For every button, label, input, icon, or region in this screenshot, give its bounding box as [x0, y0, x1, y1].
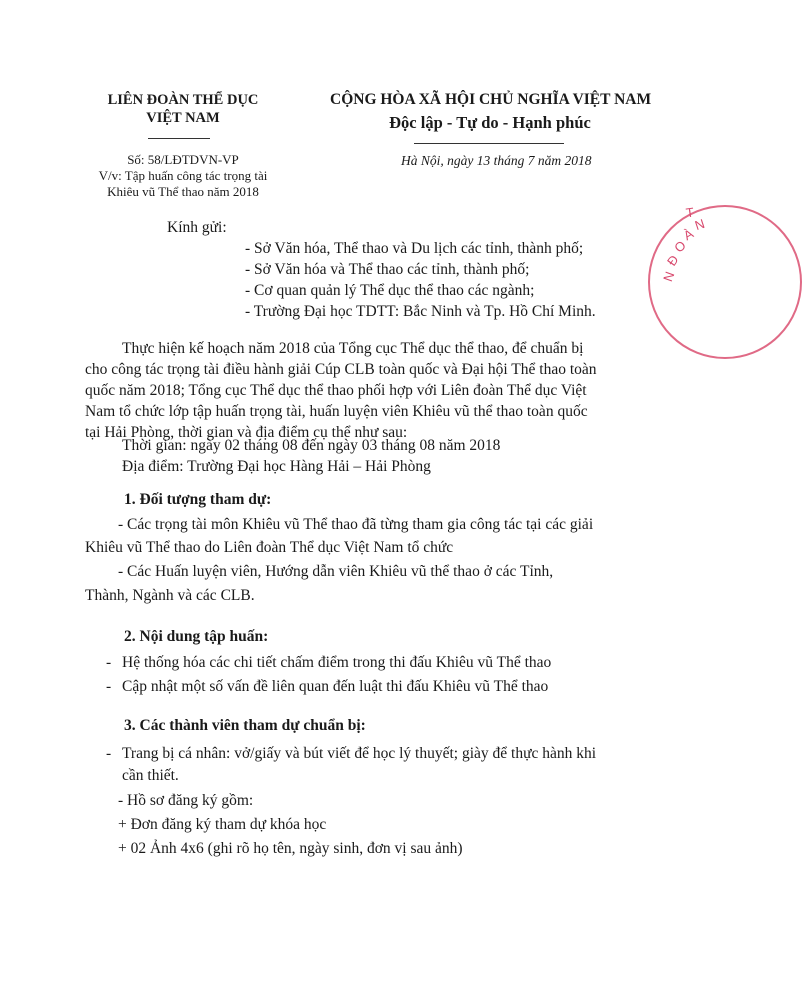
time-line: Thời gian: ngày 02 tháng 08 đến ngày 03 tháng 08 năm 2018 [122, 437, 501, 454]
intro-line: Thực hiện kế hoạch năm 2018 của Tổng cục Thể dục thể thao, để chuẩn bị [122, 340, 584, 357]
doc-subject-line1: V/v: Tập huấn công tác trọng tài [98, 168, 268, 183]
doc-subject-line2: Khiêu vũ Thể thao năm 2018 [107, 184, 259, 199]
bullet-dash: - [106, 745, 112, 762]
section2-heading: 2. Nội dung tập huấn: [124, 628, 269, 645]
place-date: Hà Nội, ngày 13 tháng 7 năm 2018 [401, 153, 592, 168]
intro-line: quốc năm 2018; Tổng cục Thể dục thể thao phối hợp với Liên đoàn Thể dục Việt [85, 382, 587, 399]
section1-heading: 1. Đối tượng tham dự: [124, 491, 272, 508]
section3-item-line2: cần thiết. [122, 767, 179, 784]
stamp-char: À [680, 225, 696, 244]
org-name-line2: VIỆT NAM [146, 110, 220, 126]
place-line: Địa điểm: Trường Đại học Hàng Hải – Hải Phòng [122, 458, 431, 475]
section3-line: - Hồ sơ đăng ký gồm: [118, 792, 254, 809]
greeting: Kính gửi: [167, 219, 227, 236]
bullet-dash: - [106, 678, 112, 695]
section2-item: Cập nhật một số vấn đề liên quan đến luật thi đấu Khiêu vũ Thể thao [122, 678, 549, 695]
red-stamp [648, 205, 802, 359]
doc-number: Số: 58/LĐTDVN-VP [127, 152, 239, 167]
org-underline [148, 138, 210, 139]
motto-underline [414, 143, 564, 144]
recipient-item: - Trường Đại học TDTT: Bắc Ninh và Tp. Hồ Chí Minh. [245, 303, 596, 320]
stamp-char: Đ [663, 252, 682, 269]
stamp-char: N [660, 269, 678, 284]
section1-line: Thành, Ngành và các CLB. [85, 587, 255, 604]
section3-heading: 3. Các thành viên tham dự chuẩn bị: [124, 717, 366, 734]
stamp-char: O [671, 237, 689, 256]
section2-item: Hệ thống hóa các chi tiết chấm điểm trong thi đấu Khiêu vũ Thể thao [122, 654, 552, 671]
nation-motto: Độc lập - Tự do - Hạnh phúc [389, 113, 591, 132]
section3-item-line1: Trang bị cá nhân: vở/giấy và bút viết để học lý thuyết; giày để thực hành khi [122, 745, 597, 762]
recipient-item: - Cơ quan quản lý Thể dục thể thao các ngành; [245, 282, 535, 299]
intro-line: tại Hải Phòng, thời gian và địa điểm cụ thể như sau: [85, 424, 408, 441]
stamp-char: N [692, 215, 707, 234]
section1-line: - Các trọng tài môn Khiêu vũ Thể thao đã từng tham gia công tác tại các giải [118, 516, 594, 533]
section1-line: Khiêu vũ Thể thao do Liên đoàn Thể dục Việt Nam tổ chức [85, 539, 454, 556]
intro-line: Nam tổ chức lớp tập huấn trọng tài, huấn luyện viên Khiêu vũ thể thao toàn quốc [85, 403, 588, 420]
org-name-line1: LIÊN ĐOÀN THỂ DỤC [107, 92, 259, 108]
stamp-char: T [684, 204, 695, 221]
bullet-dash: - [106, 654, 112, 671]
section3-line: + Đơn đăng ký tham dự khóa học [118, 816, 327, 833]
nation-title: CỘNG HÒA XÃ HỘI CHỦ NGHĨA VIỆT NAM [330, 91, 652, 108]
section1-line: - Các Huấn luyện viên, Hướng dẫn viên Khiêu vũ thể thao ở các Tỉnh, [118, 563, 554, 580]
section3-line: + 02 Ảnh 4x6 (ghi rõ họ tên, ngày sinh, đơn vị sau ảnh) [118, 840, 463, 857]
recipient-item: - Sở Văn hóa và Thể thao các tỉnh, thành phố; [245, 261, 530, 278]
intro-line: cho công tác trọng tài điều hành giải Cúp CLB toàn quốc và Đại hội Thể thao toàn [85, 361, 597, 378]
recipient-item: - Sở Văn hóa, Thể thao và Du lịch các tỉnh, thành phố; [245, 240, 584, 257]
